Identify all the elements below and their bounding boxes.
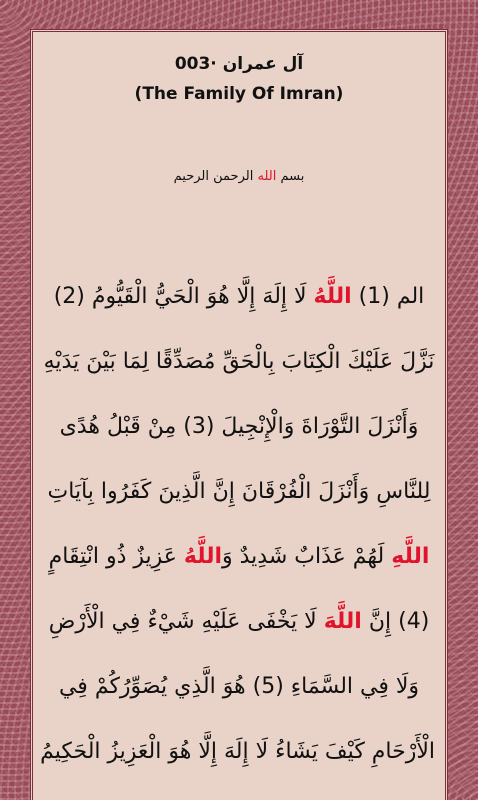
surah-name-english: (The Family Of Imran) bbox=[134, 84, 344, 104]
verse-segment: نَزَّلَ عَلَيْكَ الْكِتَابَ بِالْحَقِّ مُصَدِّقًا لِمَا بَيْنَ يَدَيْهِ bbox=[43, 349, 435, 374]
verse-line bbox=[43, 589, 435, 654]
verse-line bbox=[43, 459, 435, 524]
verse-segment: عَزِيزٌ ذُو انْتِقَامٍ bbox=[48, 544, 184, 569]
verse-segment: وَأَنْزَلَ التَّوْرَاةَ وَالْإِنْجِيلَ (3) مِنْ قَبْلُ هُدًى bbox=[59, 414, 419, 439]
verse-line bbox=[43, 264, 435, 329]
verse-segment: وَلَا فِي السَّمَاءِ (5) هُوَ الَّذِي يُصَوِّرُكُمْ فِي bbox=[58, 674, 420, 699]
divine-name: اللَّهُ bbox=[183, 544, 223, 569]
divine-name: اللَّهَ bbox=[323, 609, 362, 634]
basmala bbox=[33, 169, 445, 184]
surah-header bbox=[33, 32, 445, 104]
verse-line bbox=[43, 394, 435, 459]
surah-name-arabic: آل عمران bbox=[222, 54, 304, 74]
verses-text bbox=[40, 264, 435, 784]
basmala-allah: الله bbox=[257, 169, 277, 184]
reading-panel[interactable] bbox=[30, 29, 448, 800]
basmala-part1: بسم bbox=[280, 169, 305, 184]
verse-line bbox=[43, 654, 435, 719]
verse-segment: (4) إِنَّ bbox=[361, 609, 430, 634]
surah-number: 003· bbox=[174, 54, 217, 74]
verse-segment: لِلنَّاسِ وَأَنْزَلَ الْفُرْقَانَ إِنَّ الَّذِينَ كَفَرُوا بِآيَاتِ bbox=[47, 479, 431, 504]
surah-title-line bbox=[33, 54, 445, 74]
verse-line bbox=[40, 719, 435, 784]
verse-segment: لَهُمْ عَذَابٌ شَدِيدٌ وَ bbox=[222, 544, 392, 569]
divine-name: اللَّهُ bbox=[313, 284, 352, 309]
verse-segment: لَا يَخْفَى عَلَيْهِ شَيْءٌ فِي الْأَرْضِ bbox=[48, 609, 324, 634]
verse-line bbox=[43, 329, 435, 394]
divine-name: اللَّهِ bbox=[391, 544, 430, 569]
verse-segment: الْأَرْحَامِ كَيْفَ يَشَاءُ لَا إِلَهَ إِلَّا هُوَ الْعَزِيزُ الْحَكِيمُ bbox=[40, 739, 435, 764]
basmala-part2: الرحمن الرحيم bbox=[173, 169, 254, 184]
verse-segment: الم (1) bbox=[351, 284, 425, 309]
verse-line bbox=[43, 524, 435, 589]
verse-segment: لَا إِلَهَ إِلَّا هُوَ الْحَيُّ الْقَيُّومُ (2) bbox=[53, 284, 314, 309]
